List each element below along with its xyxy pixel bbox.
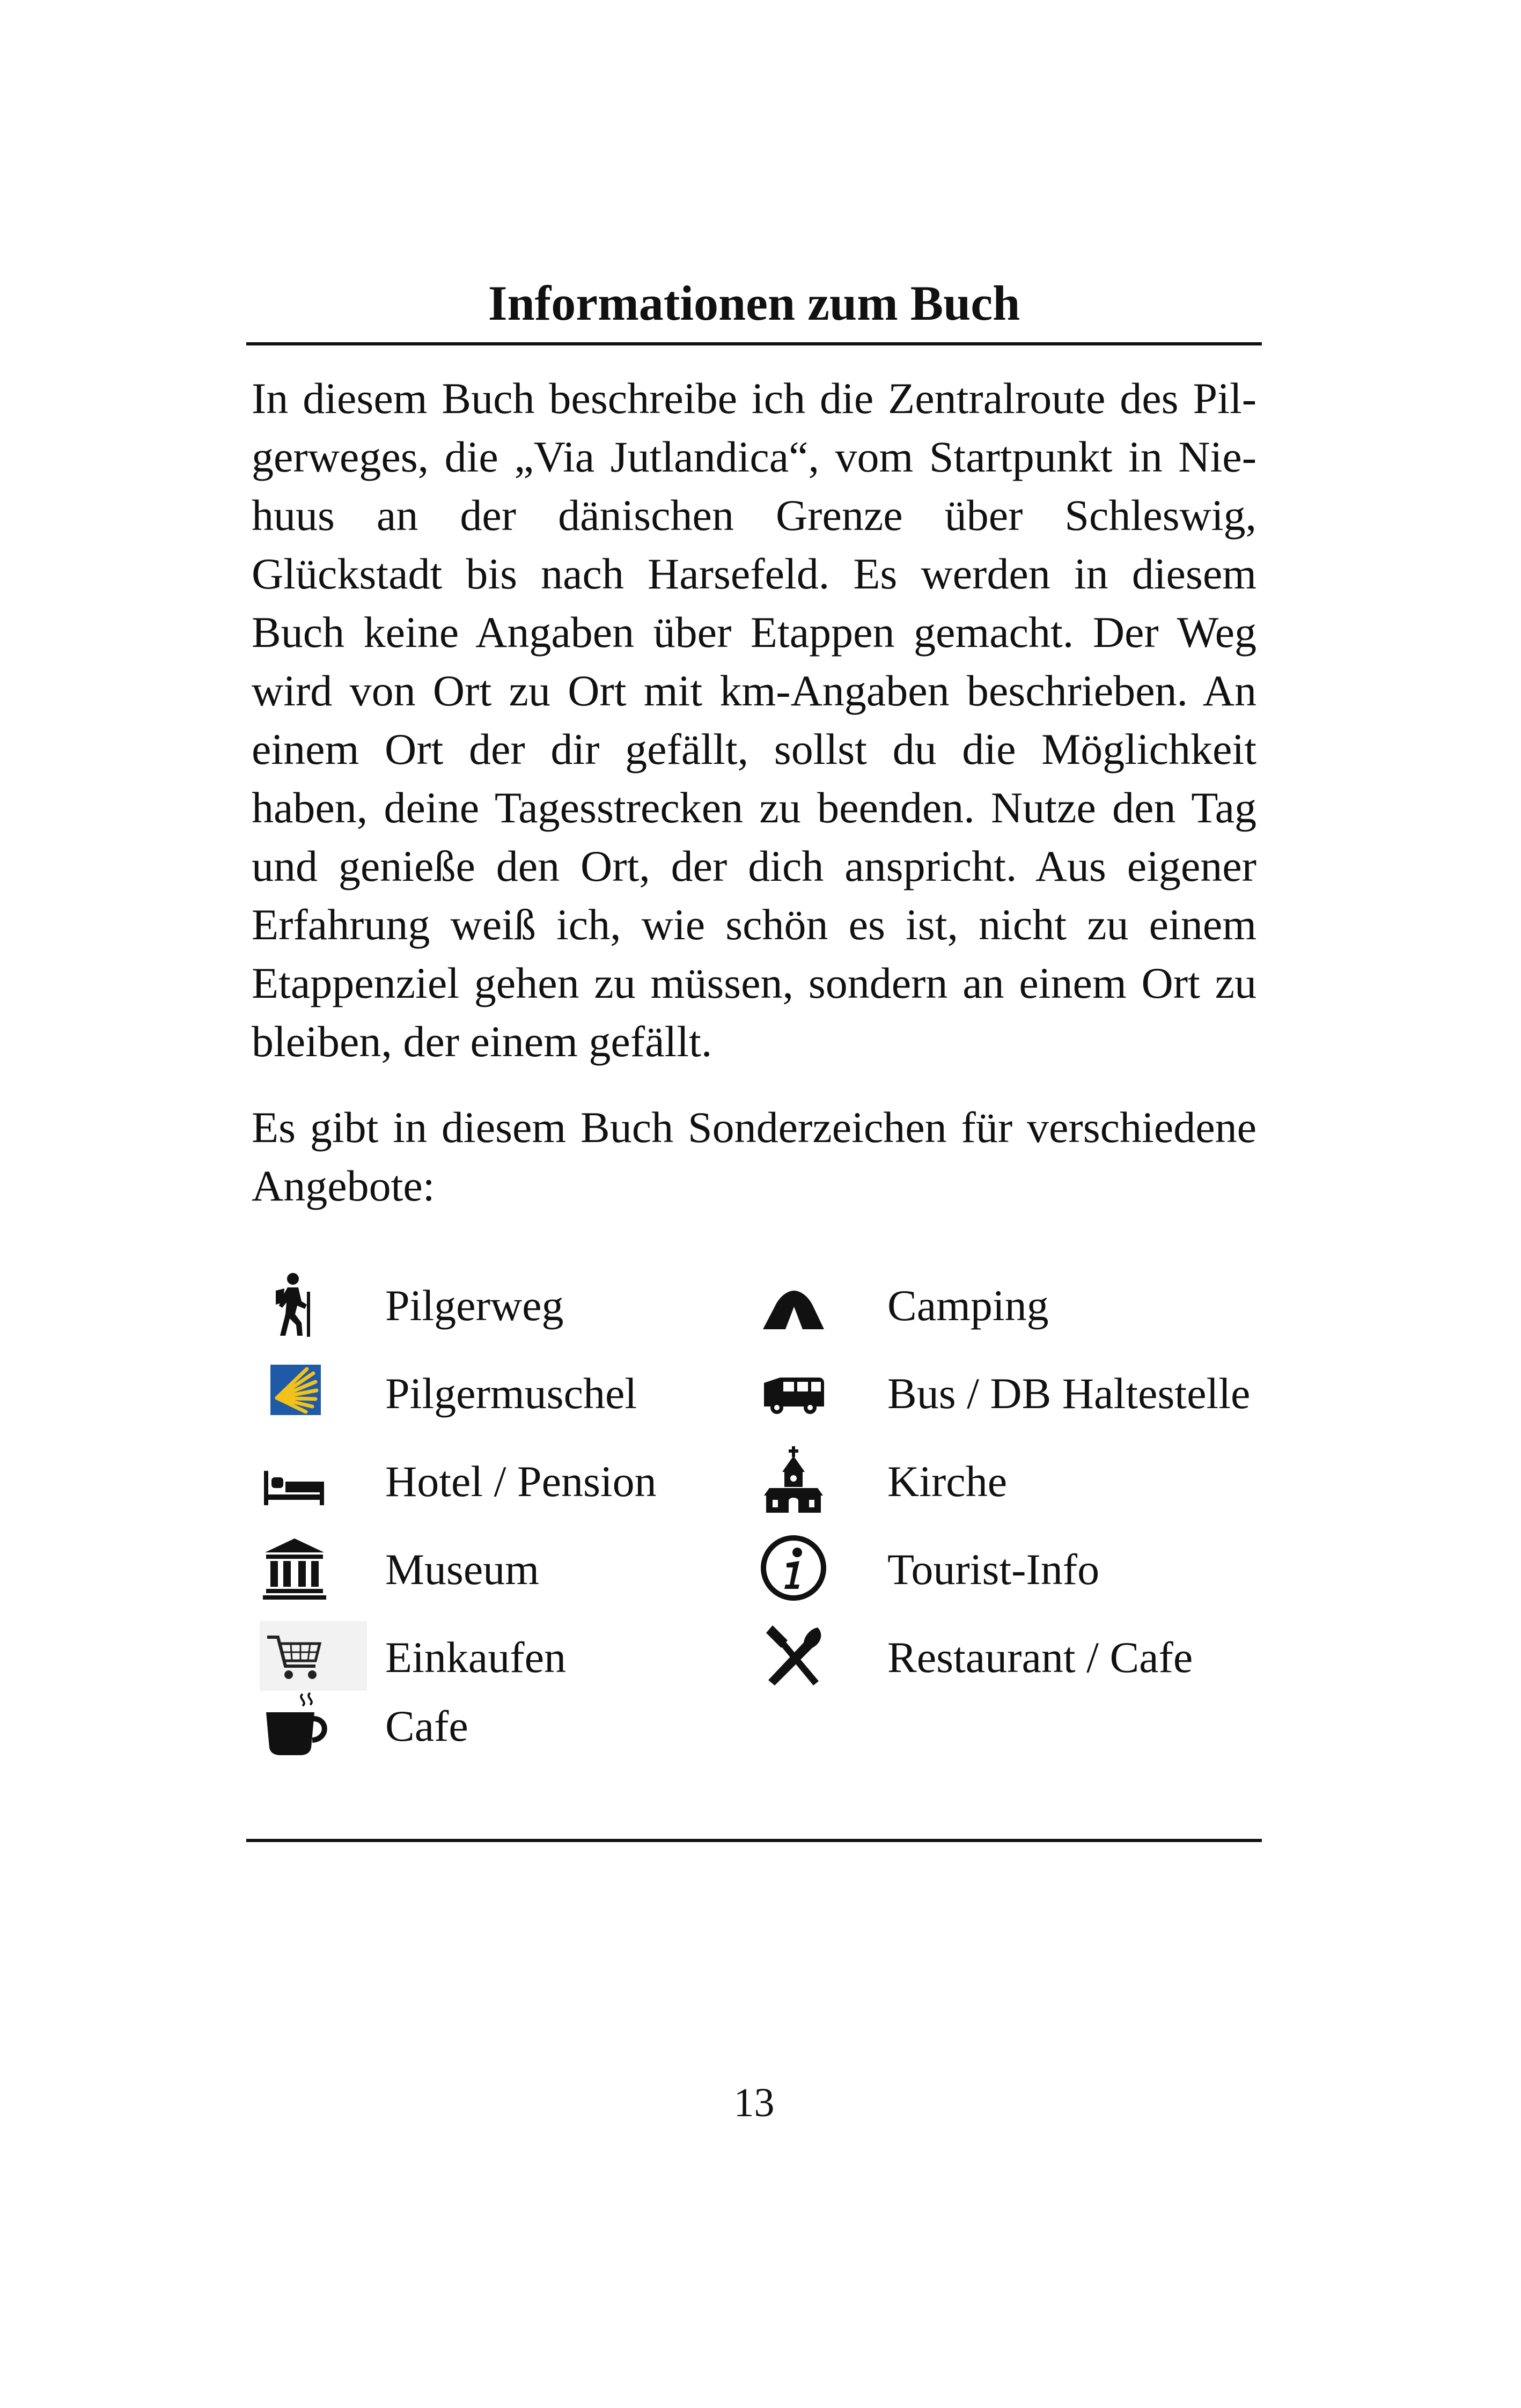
fork-knife-icon	[759, 1621, 828, 1691]
legend-label: Hotel / Pension	[385, 1457, 657, 1506]
legend-label: Bus / DB Haltestelle	[887, 1369, 1251, 1418]
intro-paragraph: In diesem Buch beschreibe ich die Zentralroute des Pilgerweges, die „Via Jutlandica“, vom Startpunkt in Niehuus an der dänischen Grenze über Schleswig, Glückstadt bis nach Harsefeld. Es werden in diesem Buch keine Angaben über Etappen gemacht. Der Weg wird von Ort zu Ort mit km-Angaben beschrieben. An einem Ort der dir gefällt, sollst du die Möglichkeit haben, deine Tagesstrecken zu beenden. Nutze den Tag und genieße den Ort, der dich anspricht. Aus eigener Erfahrung weiß ich, wie schön es ist, nicht zu einem Etappenziel gehen zu müssen, sondern an einem Ort zu bleiben, der einem gefällt.	[252, 374, 1257, 1066]
tent-icon	[759, 1269, 828, 1339]
symbols-intro-paragraph: Es gibt in diesem Buch Sonderzeichen für verschiedene Angebote:	[252, 1103, 1257, 1210]
museum-icon	[260, 1533, 329, 1603]
legend-label: Cafe	[385, 1702, 468, 1750]
coffee-cup-icon	[260, 1690, 329, 1759]
legend-label: Einkaufen	[385, 1633, 566, 1682]
legend-label: Tourist-Info	[887, 1545, 1100, 1594]
shopping-cart-icon	[260, 1621, 367, 1691]
legend-label: Restaurant / Cafe	[887, 1633, 1193, 1682]
legend-label: Pilgerweg	[385, 1281, 564, 1330]
legend-label: Museum	[385, 1545, 539, 1594]
scallop-shell-icon	[260, 1357, 329, 1427]
page-number: 13	[733, 2080, 775, 2125]
page-title: Informationen zum Buch	[488, 276, 1020, 330]
bottom-rule	[246, 1839, 1262, 1842]
info-icon	[759, 1533, 828, 1603]
bus-icon	[759, 1357, 828, 1427]
legend-label: Camping	[887, 1281, 1049, 1330]
legend-label: Kirche	[887, 1457, 1008, 1506]
title-rule	[246, 342, 1262, 345]
hiker-icon	[260, 1269, 329, 1339]
church-icon	[759, 1445, 828, 1515]
legend-label: Pilgermuschel	[385, 1369, 637, 1418]
bed-icon	[260, 1445, 329, 1515]
